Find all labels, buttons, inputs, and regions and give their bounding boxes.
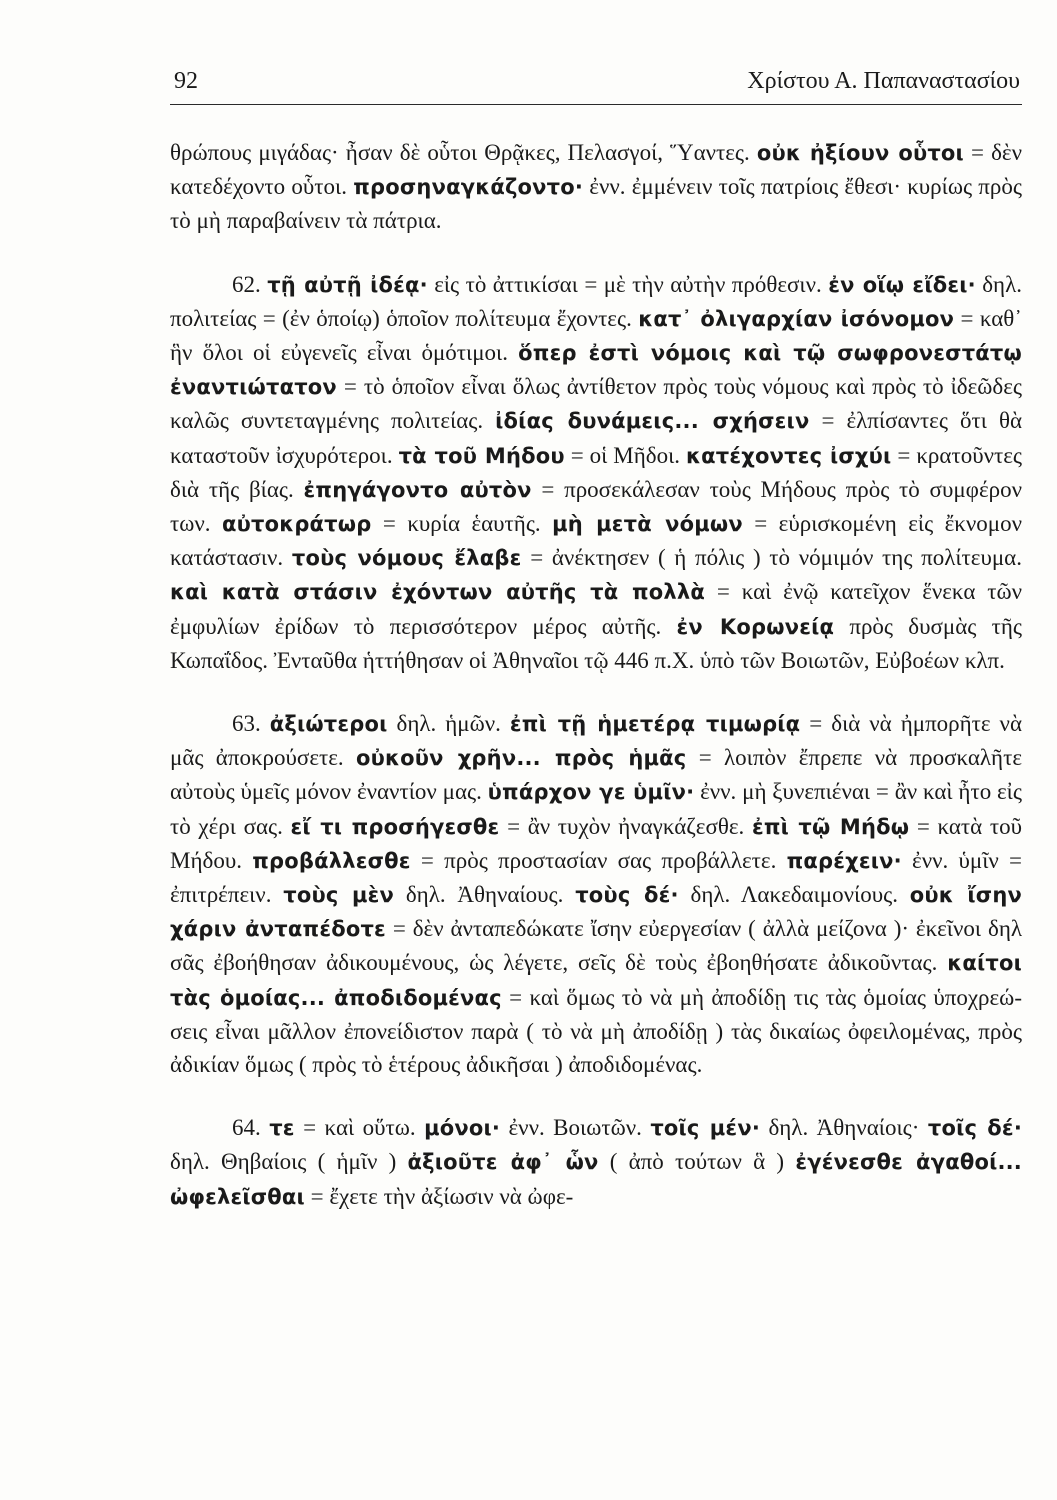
lemma-term: τῇ αὐτῇ ἰδέᾳ· xyxy=(267,272,428,297)
lemma-term: τοὺς μὲν xyxy=(283,883,395,908)
gloss-text: = οἱ Μῆδοι. xyxy=(564,442,686,468)
gloss-text: δηλ. πολιτείας = (ἐν ὁποίῳ) ὁποῖον πολίτευμα ἔχοντες. xyxy=(170,271,1022,331)
paragraph-64 xyxy=(170,1111,1022,1214)
gloss-text: = πρὸς προστασίαν σας προβάλλετε. xyxy=(410,847,787,873)
gloss-text: 64. xyxy=(232,1115,270,1141)
lemma-term: οὐκ ἠξίουν οὗτοι xyxy=(756,141,964,165)
gloss-text: δηλ. Ἀθηναίοις· xyxy=(760,1115,928,1141)
gloss-text: ἐνν. ἐμμένειν τοῖς πατρίοις ἔθεσι· κυρίως πρὸς τὸ μὴ παραβαίνειν τὰ πάτρια. xyxy=(170,174,1023,234)
gloss-text: δηλ. ἡμῶν. xyxy=(387,711,510,737)
gloss-text: = ἂν τυχὸν ἠναγκάζεσθε. xyxy=(499,813,752,839)
gloss-text: = ἀνέκτησεν ( ἡ πόλις ) τὸ νόμιμόν της πολίτευμα. xyxy=(521,545,1022,571)
gloss-text: = καὶ οὕτω. xyxy=(294,1115,425,1141)
lemma-term: ἐπὶ τῷ Μήδῳ xyxy=(751,814,910,839)
lemma-term: ἐν οἵῳ εἴδει· xyxy=(828,272,976,297)
text-block xyxy=(170,136,1022,1214)
lemma-term: ὅπερ ἐστὶ νόμοις καὶ τῷ σωφρονεστάτῳ ἐναντιώτατον xyxy=(170,341,1022,400)
gloss-text: πρὸς δυσμὰς τῆς Κωπαΐδος. Ἐνταῦθα ἡττήθησαν οἱ Ἀθηναῖοι τῷ 446 π.Χ. ὑπὸ τῶν Βοιωτῶν, Εὐβοέων κλπ. xyxy=(170,613,1022,673)
gloss-text: = λοιπὸν ἔπρεπε νὰ προσκαλῆτε αὐτοὺς ὑμεῖς μόνον ἐναντίον μας. xyxy=(170,745,1022,805)
lemma-term: ὑπάρχον γε ὑμῖν· xyxy=(487,780,695,805)
paragraph-62 xyxy=(170,268,1022,677)
gloss-text: ἐνν. Βοιωτῶν. xyxy=(500,1115,651,1141)
lemma-term: παρέχειν· xyxy=(786,848,902,873)
lemma-term: εἴ τι προσήγεσθε xyxy=(290,814,500,839)
gloss-text: θρώπους μιγάδας· ἦσαν δὲ οὗτοι Θρᾷκες, Πελασγοί, Ὕαντες. xyxy=(170,140,757,165)
lemma-term: ἀξιώτεροι xyxy=(269,712,388,737)
gloss-text: = κυρία ἑαυτῆς. xyxy=(371,511,553,537)
lemma-term: τοῖς μέν· xyxy=(650,1116,760,1141)
lemma-term: ἐγένεσθε ἀγαθοί... ὠφελεῖσθαι xyxy=(170,1150,1022,1209)
lemma-term: προσηναγκάζοντο· xyxy=(353,175,584,200)
lemma-term: ἐπηγάγοντο αὐτὸν xyxy=(303,477,532,502)
lemma-term: ἐν Κορωνείᾳ xyxy=(676,614,835,639)
gloss-text: = ἐλπίσαντες ὅτι θὰ καταστοῦν ἰσχυρότεροι. xyxy=(170,408,1023,468)
gloss-text: εἰς τὸ ἀττικίσαι = μὲ τὴν αὐτὴν πρόθεσιν. xyxy=(427,271,829,297)
gloss-text: δηλ. Ἀθηναίους. xyxy=(394,882,576,908)
gloss-text: ἐνν. μὴ ξυνεπιέναι = ἂν καὶ ἦτο εἰς τὸ χέρι σας. xyxy=(170,779,1022,839)
gloss-text: δηλ. Λακεδαιμονίους. xyxy=(678,882,910,908)
gloss-text: = κατὰ τοῦ Μήδου. xyxy=(170,813,1022,873)
gloss-text: δηλ. Θηβαίοις ( ἡμῖν ) xyxy=(170,1149,408,1175)
lemma-term: οὐκοῦν χρῆν... πρὸς ἡμᾶς xyxy=(355,746,687,771)
lemma-term: κατέχοντες ἰσχύι xyxy=(686,443,892,468)
lemma-term: κατ᾽ ὀλιγαρχίαν ἰσόνομον xyxy=(638,306,955,331)
lemma-term: τε xyxy=(269,1116,295,1141)
lemma-term: ἐπὶ τῇ ἡμετέρᾳ τιμωρίᾳ xyxy=(509,712,801,737)
gloss-text: = ἔχετε τὴν ἀξίωσιν νὰ ὠφε- xyxy=(304,1183,574,1209)
lemma-term: τοῖς δέ· xyxy=(927,1116,1023,1141)
lemma-term: τοὺς νόμους ἔλαβε xyxy=(291,546,522,571)
gloss-text: = προσεκάλεσαν τοὺς Μήδους πρὸς τὸ συμφέρον των. xyxy=(170,476,1022,537)
running-head-author: Χρίστου Α. Παπαναστασίου xyxy=(747,68,1020,94)
lemma-term: μὴ μετὰ νόμων xyxy=(552,512,743,537)
gloss-text: = διὰ νὰ ἠμπορῆτε νὰ μᾶς ἀποκρούσετε. xyxy=(170,711,1023,771)
lemma-term: καίτοι τὰς ὁμοίας... ἀποδιδομένας xyxy=(170,951,1022,1010)
gloss-text: = δὲν ἀνταπεδώκατε ἴσην εὐεργεσίαν ( ἀλλὰ μείζονα )· ἐκεῖνοι δηλ σᾶς ἐβοήθησαν ἀδικουμένους, ὡς λέγετε, σεῖς δὲ τοὺς ἐβοηθήσατε ἀδικοῦντας. xyxy=(170,916,1022,976)
gloss-text: ( ἀπὸ τούτων ἃ ) xyxy=(598,1149,796,1175)
gloss-text: ἐνν. ὑμῖν = ἐπιτρέπειν. xyxy=(170,847,1023,908)
running-head xyxy=(170,64,1022,105)
lemma-term: τὰ τοῦ Μήδου xyxy=(398,443,565,468)
lemma-term: προβάλλεσθε xyxy=(252,848,411,873)
gloss-text: = εὑρισκομένη εἰς ἔκνομον κατάστασιν. xyxy=(170,511,1023,571)
lemma-term: μόνοι· xyxy=(424,1116,501,1141)
gloss-text: 63. xyxy=(232,711,270,737)
gloss-text: = καὶ ἐνῷ κατεῖχον ἕνεκα τῶν ἐμφυλίων ἐρίδων τὸ περισσότερον μέρος αὐτῆς. xyxy=(170,579,1023,639)
gloss-text: = τὸ ὁποῖον εἶναι ὅλως ἀντίθετον πρὸς τοὺς νόμους καὶ πρὸς τὸ ἰδεῶδες καλῶς συντεταγμένης πολιτείας. xyxy=(170,374,1022,434)
gloss-text: = καὶ ὅμως τὸ νὰ μὴ ἀποδίδῃ τις τὰς ὁμοίας ὑποχρεώσεις εἶναι μᾶλλον ἐπονείδιστον παρὰ ( τὸ νὰ μὴ ἀποδίδῃ ) τὰς δικαίως ὀφειλομένας, πρὸς ἀδικίαν ὅμως ( πρὸς τὸ ἑτέρους ἀδικῆσαι ) ἀποδιδομένας. xyxy=(170,984,1022,1078)
paragraph-continuation xyxy=(170,136,1022,238)
gloss-text: 62. xyxy=(232,271,268,297)
gloss-text: = κρατοῦντες διὰ τῆς βίας. xyxy=(170,442,1022,502)
gloss-text: = καθ᾽ ἣν ὅλοι οἱ εὐγενεῖς εἶναι ὁμότιμοι. xyxy=(170,305,1022,366)
lemma-term: καὶ κατὰ στάσιν ἐχόντων αὐτῆς τὰ πολλὰ xyxy=(170,580,706,605)
paragraph-63 xyxy=(170,707,1022,1081)
gloss-text: = δὲν κατεδέχοντο οὗτοι. xyxy=(170,140,1022,200)
page-number: 92 xyxy=(174,68,198,94)
lemma-term: ἀξιοῦτε ἀφ᾽ ὧν xyxy=(407,1150,599,1175)
lemma-term: αὐτοκράτωρ xyxy=(221,512,372,537)
lemma-term: οὐκ ἴσην χάριν ἀνταπέδοτε xyxy=(170,883,1023,942)
lemma-term: τοὺς δέ· xyxy=(575,883,679,908)
lemma-term: ἰδίας δυνάμεις... σχήσειν xyxy=(495,409,810,434)
